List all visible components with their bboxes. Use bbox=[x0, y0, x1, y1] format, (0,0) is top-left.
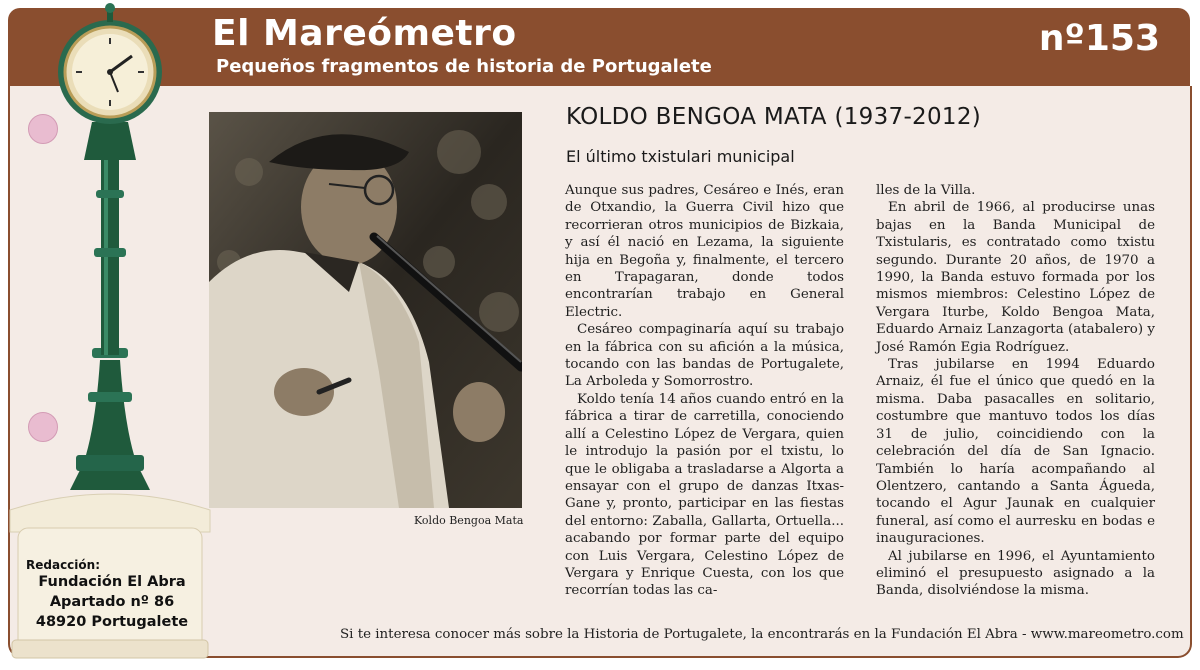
credits-organization: Fundación El Abra bbox=[38, 574, 186, 590]
paragraph: lles de la Villa. bbox=[876, 183, 976, 198]
paragraph: Cesáreo compaginaría aquí su trabajo en la fábrica con su afición a la música, tocando con las bandas de Portugalete, La Arboleda y Somorrostro. bbox=[565, 322, 844, 390]
paragraph: En abril de 1966, al producirse unas bajas en la Banda Municipal de Txistularis, es contratado como txistu segundo. Durante 20 años, de 1970 a 1990, la Banda estuvo formada por los mismos miembros: Celestino López de Vergara Iturbe, Koldo Bengoa Mata, Eduardo Arnaiz Lanzagorta (atabalero) y José Ramón Egia Rodríguez. bbox=[876, 200, 1155, 355]
masthead-subtitle: Pequeños fragmentos de historia de Portugalete bbox=[216, 56, 712, 77]
paragraph: Tras jubilarse en 1994 Eduardo Arnaiz, él fue el único que quedó en la misma. Daba pasacalles en solitario, costumbre que mantuvo todos los días 31 de julio, coincidiendo con la celebración del día de San Ignacio. También lo haría acompañando al Olentzero, cantando a Santa Águeda, tocando el Agur Jaunak en cualquier funeral, así como el aurresku en bodas e inauguraciones. bbox=[876, 357, 1155, 547]
paragraph: Aunque sus padres, Cesáreo e Inés, eran de Otxandio, la Guerra Civil hizo que recorrieran otros municipios de Bizkaia, y así él nació en Lezama, la siguiente hija en Begoña y, finalmente, el tercero en Trapagaran, donde todos encontrarían trabajo en General Electric. bbox=[565, 183, 844, 320]
credits-label: Redacción: bbox=[26, 558, 100, 572]
issue-number: nº153 bbox=[1038, 18, 1160, 59]
article-column-1 bbox=[565, 182, 844, 600]
paragraph: Koldo tenía 14 años cuando entró en la fábrica a tirar de carretilla, conociendo allí a Celestino López de Vergara, quien le introdujo la pasión por el txistu, lo que le obligaba a trasladarse a Algorta a ensayar con el grupo de danzas Itxas-Gane y, pronto, participar en las fiestas del entorno: Zaballa, Gallarta, Ortuella... acabando por formar parte del equipo con Luis Vergara, Celestino López de Vergara y Enrique Cuesta, con los que recorrían todas las ca- bbox=[565, 391, 844, 599]
photo-caption: Koldo Bengoa Mata bbox=[414, 514, 524, 527]
article-subheadline: El último txistulari municipal bbox=[566, 147, 795, 166]
footer-note: Si te interesa conocer más sobre la Historia de Portugalete, la encontrarás en la Fundación El Abra - www.mareometro.com bbox=[340, 627, 1184, 642]
paragraph: Al jubilarse en 1996, el Ayuntamiento eliminó el presupuesto asignado a la Banda, disolviéndose la misma. bbox=[876, 548, 1155, 599]
article-column-2 bbox=[876, 182, 1155, 600]
article-headline: KOLDO BENGOA MATA (1937-2012) bbox=[566, 104, 982, 130]
credits-postbox: Apartado nº 86 bbox=[49, 594, 175, 610]
credits-city: 48920 Portugalete bbox=[35, 614, 189, 630]
masthead-title: El Mareómetro bbox=[212, 13, 517, 54]
txistulari-portrait-image bbox=[209, 112, 522, 508]
editorial-credits bbox=[22, 558, 202, 632]
portrait-photo bbox=[209, 112, 522, 508]
